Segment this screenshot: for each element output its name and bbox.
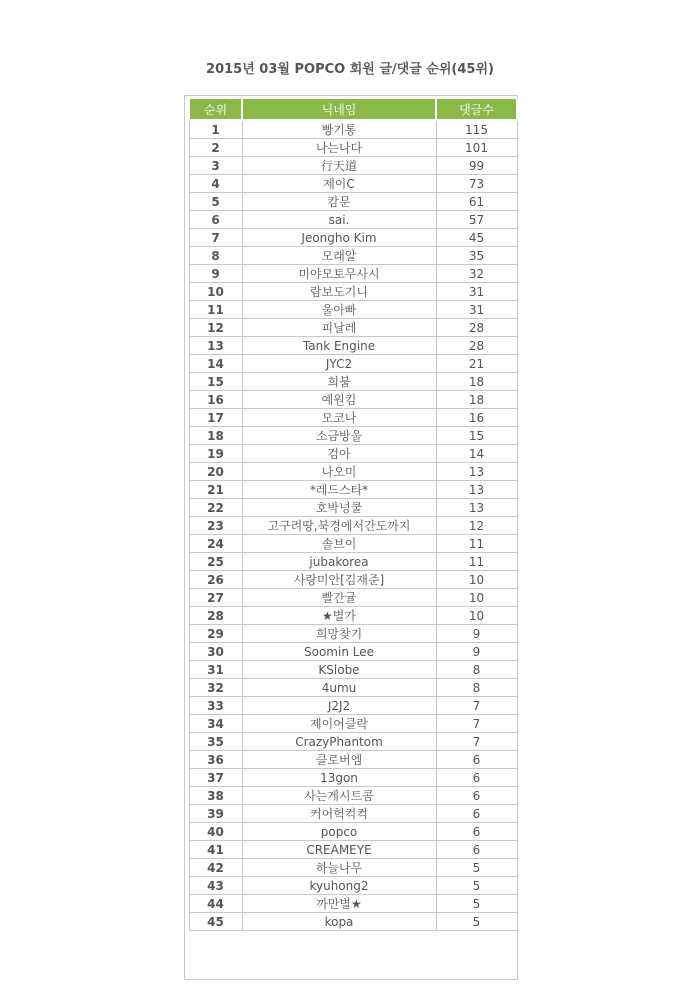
rank-cell: 2 (189, 139, 242, 157)
rank-cell: 36 (189, 751, 242, 769)
table-row (189, 139, 517, 157)
table-row (189, 607, 517, 625)
rank-cell: 17 (189, 409, 242, 427)
nickname-cell: J2J2 (242, 697, 436, 715)
table-row (189, 715, 517, 733)
comment-count-cell: 9 (436, 643, 517, 661)
comment-count-cell: 14 (436, 445, 517, 463)
comment-count-cell: 18 (436, 391, 517, 409)
rank-cell: 4 (189, 175, 242, 193)
header-nickname: 닉네임 (242, 99, 436, 120)
table-row (189, 283, 517, 301)
nickname-cell: 솔브이 (242, 535, 436, 553)
comment-count-cell: 5 (436, 877, 517, 895)
comment-count-cell: 13 (436, 499, 517, 517)
nickname-cell: JYC2 (242, 355, 436, 373)
rank-cell: 29 (189, 625, 242, 643)
table-row (189, 859, 517, 877)
nickname-cell: jubakorea (242, 553, 436, 571)
table-row (189, 517, 517, 535)
table-row (189, 679, 517, 697)
rank-cell: 18 (189, 427, 242, 445)
nickname-cell: Soomin Lee (242, 643, 436, 661)
rank-cell: 42 (189, 859, 242, 877)
rank-cell: 28 (189, 607, 242, 625)
nickname-cell: 제이어클락 (242, 715, 436, 733)
table-row (189, 355, 517, 373)
comment-count-cell: 101 (436, 139, 517, 157)
rank-cell: 35 (189, 733, 242, 751)
rank-cell: 30 (189, 643, 242, 661)
rank-cell: 6 (189, 211, 242, 229)
ranking-table-frame (184, 95, 518, 980)
rank-cell: 16 (189, 391, 242, 409)
comment-count-cell: 35 (436, 247, 517, 265)
rank-cell: 20 (189, 463, 242, 481)
rank-cell: 7 (189, 229, 242, 247)
comment-count-cell: 9 (436, 625, 517, 643)
table-row (189, 193, 517, 211)
table-row (189, 571, 517, 589)
rank-cell: 24 (189, 535, 242, 553)
nickname-cell: KSlobe (242, 661, 436, 679)
comment-count-cell: 13 (436, 481, 517, 499)
comment-count-cell: 31 (436, 301, 517, 319)
table-row (189, 301, 517, 319)
table-row (189, 535, 517, 553)
nickname-cell: ★별가 (242, 607, 436, 625)
table-row (189, 841, 517, 859)
nickname-cell: 나오미 (242, 463, 436, 481)
rank-cell: 31 (189, 661, 242, 679)
rank-cell: 27 (189, 589, 242, 607)
ranking-table-body (189, 120, 517, 931)
comment-count-cell: 6 (436, 751, 517, 769)
nickname-cell: 클로버엠 (242, 751, 436, 769)
table-row (189, 445, 517, 463)
rank-cell: 44 (189, 895, 242, 913)
rank-cell: 45 (189, 913, 242, 931)
nickname-cell: popco (242, 823, 436, 841)
nickname-cell: 호박넝쿨 (242, 499, 436, 517)
nickname-cell: 희망찾기 (242, 625, 436, 643)
table-row (189, 157, 517, 175)
rank-cell: 15 (189, 373, 242, 391)
rank-cell: 43 (189, 877, 242, 895)
rank-cell: 12 (189, 319, 242, 337)
table-row (189, 319, 517, 337)
rank-cell: 33 (189, 697, 242, 715)
nickname-cell: 4umu (242, 679, 436, 697)
comment-count-cell: 10 (436, 571, 517, 589)
table-row (189, 337, 517, 355)
nickname-cell: kyuhong2 (242, 877, 436, 895)
comment-count-cell: 16 (436, 409, 517, 427)
rank-cell: 3 (189, 157, 242, 175)
table-row (189, 373, 517, 391)
comment-count-cell: 6 (436, 841, 517, 859)
comment-count-cell: 45 (436, 229, 517, 247)
table-row (189, 463, 517, 481)
nickname-cell: 피날레 (242, 319, 436, 337)
rank-cell: 26 (189, 571, 242, 589)
nickname-cell: 나는나다 (242, 139, 436, 157)
nickname-cell: 모래알 (242, 247, 436, 265)
table-row (189, 769, 517, 787)
comment-count-cell: 6 (436, 823, 517, 841)
table-row (189, 913, 517, 931)
nickname-cell: 람보도기니 (242, 283, 436, 301)
comment-count-cell: 31 (436, 283, 517, 301)
nickname-cell: 소금방울 (242, 427, 436, 445)
comment-count-cell: 7 (436, 715, 517, 733)
comment-count-cell: 7 (436, 733, 517, 751)
rank-cell: 41 (189, 841, 242, 859)
nickname-cell: 검아 (242, 445, 436, 463)
comment-count-cell: 21 (436, 355, 517, 373)
rank-cell: 1 (189, 120, 242, 139)
comment-count-cell: 61 (436, 193, 517, 211)
table-row (189, 589, 517, 607)
table-header-row (189, 99, 517, 120)
rank-cell: 13 (189, 337, 242, 355)
rank-cell: 14 (189, 355, 242, 373)
nickname-cell: 사는게시트콤 (242, 787, 436, 805)
nickname-cell: CrazyPhantom (242, 733, 436, 751)
table-row (189, 175, 517, 193)
comment-count-cell: 115 (436, 120, 517, 139)
header-comment-count: 댓글수 (436, 99, 517, 120)
comment-count-cell: 15 (436, 427, 517, 445)
comment-count-cell: 28 (436, 337, 517, 355)
nickname-cell: 사랑미안[김재준] (242, 571, 436, 589)
table-row (189, 823, 517, 841)
nickname-cell: 모코나 (242, 409, 436, 427)
comment-count-cell: 73 (436, 175, 517, 193)
comment-count-cell: 13 (436, 463, 517, 481)
header-rank: 순위 (189, 99, 242, 120)
table-row (189, 120, 517, 139)
comment-count-cell: 57 (436, 211, 517, 229)
nickname-cell: 제이C (242, 175, 436, 193)
nickname-cell: Tank Engine (242, 337, 436, 355)
table-row (189, 211, 517, 229)
rank-cell: 22 (189, 499, 242, 517)
comment-count-cell: 12 (436, 517, 517, 535)
comment-count-cell: 99 (436, 157, 517, 175)
comment-count-cell: 10 (436, 607, 517, 625)
table-row (189, 877, 517, 895)
nickname-cell: 미야모토무사시 (242, 265, 436, 283)
comment-count-cell: 32 (436, 265, 517, 283)
nickname-cell: 하늘나무 (242, 859, 436, 877)
table-row (189, 247, 517, 265)
nickname-cell: 예원킴 (242, 391, 436, 409)
comment-count-cell: 7 (436, 697, 517, 715)
comment-count-cell: 6 (436, 769, 517, 787)
page-title: 2015년 03월 POPCO 회원 글/댓글 순위(45위) (206, 62, 494, 77)
nickname-cell: kopa (242, 913, 436, 931)
comment-count-cell: 28 (436, 319, 517, 337)
table-row (189, 553, 517, 571)
rank-cell: 39 (189, 805, 242, 823)
nickname-cell: 울아빠 (242, 301, 436, 319)
rank-cell: 8 (189, 247, 242, 265)
nickname-cell: 빵기통 (242, 120, 436, 139)
comment-count-cell: 6 (436, 805, 517, 823)
comment-count-cell: 8 (436, 679, 517, 697)
table-row (189, 697, 517, 715)
rank-cell: 38 (189, 787, 242, 805)
nickname-cell: 캄문 (242, 193, 436, 211)
comment-count-cell: 18 (436, 373, 517, 391)
comment-count-cell: 5 (436, 913, 517, 931)
nickname-cell: Jeongho Kim (242, 229, 436, 247)
table-row (189, 805, 517, 823)
rank-cell: 11 (189, 301, 242, 319)
rank-cell: 23 (189, 517, 242, 535)
table-row (189, 787, 517, 805)
nickname-cell: CREAMEYE (242, 841, 436, 859)
table-row (189, 481, 517, 499)
table-row (189, 751, 517, 769)
nickname-cell: *레드스타* (242, 481, 436, 499)
comment-count-cell: 5 (436, 895, 517, 913)
nickname-cell: 빨간귤 (242, 589, 436, 607)
comment-count-cell: 5 (436, 859, 517, 877)
table-row (189, 229, 517, 247)
rank-cell: 19 (189, 445, 242, 463)
table-row (189, 265, 517, 283)
rank-cell: 25 (189, 553, 242, 571)
rank-cell: 10 (189, 283, 242, 301)
rank-cell: 40 (189, 823, 242, 841)
nickname-cell: 까만별★ (242, 895, 436, 913)
comment-count-cell: 11 (436, 553, 517, 571)
table-row (189, 643, 517, 661)
rank-cell: 37 (189, 769, 242, 787)
table-row (189, 661, 517, 679)
table-row (189, 427, 517, 445)
table-row (189, 391, 517, 409)
rank-cell: 21 (189, 481, 242, 499)
ranking-table (188, 99, 518, 931)
nickname-cell: 行天道 (242, 157, 436, 175)
table-row (189, 499, 517, 517)
table-row (189, 895, 517, 913)
comment-count-cell: 8 (436, 661, 517, 679)
rank-cell: 32 (189, 679, 242, 697)
table-row (189, 733, 517, 751)
nickname-cell: 13gon (242, 769, 436, 787)
table-row (189, 409, 517, 427)
nickname-cell: sai. (242, 211, 436, 229)
rank-cell: 9 (189, 265, 242, 283)
rank-cell: 34 (189, 715, 242, 733)
nickname-cell: 고구려땅,북경에서간도까지 (242, 517, 436, 535)
nickname-cell: 커어헉컥컥 (242, 805, 436, 823)
table-row (189, 625, 517, 643)
nickname-cell: 희붐 (242, 373, 436, 391)
comment-count-cell: 11 (436, 535, 517, 553)
comment-count-cell: 10 (436, 589, 517, 607)
rank-cell: 5 (189, 193, 242, 211)
comment-count-cell: 6 (436, 787, 517, 805)
